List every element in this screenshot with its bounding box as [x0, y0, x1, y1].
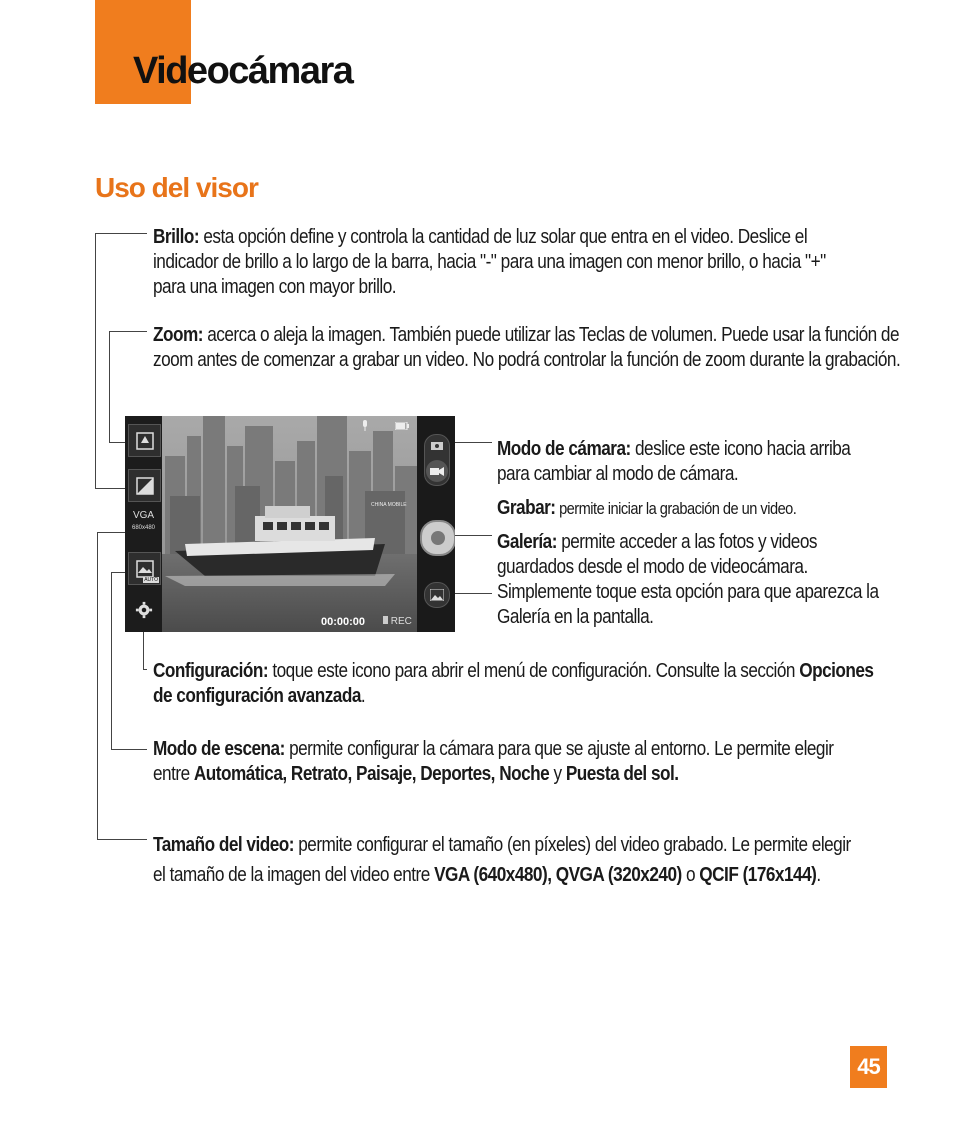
callout-line	[95, 233, 96, 489]
callout-line	[109, 331, 147, 332]
configuracion-label: Configuración:	[153, 660, 269, 682]
page-title: Videocámara	[133, 50, 353, 92]
recording-timer: 00:00:00	[321, 616, 366, 628]
galeria-description	[497, 530, 884, 630]
escena-description	[153, 737, 867, 787]
viewfinder-left-toolbar	[125, 416, 162, 632]
callout-line	[143, 669, 147, 670]
zoom-text: acerca o aleja la imagen. También puede utilizar las Teclas de volumen. Puede usar la función de zoom antes de comenzar a grabar un video. No podrá controlar la función de zoom durante la grabación.	[153, 324, 901, 371]
brightness-button[interactable]	[128, 469, 161, 502]
rec-label: REC	[390, 616, 412, 627]
escena-options: Automática, Retrato, Paisaje, Deportes, Noche	[193, 763, 550, 785]
galeria-text: permite acceder a las fotos y videos guardados desde el modo de videocámara. Simplemente toque esta opción para que aparezca la Galería en la pantalla.	[497, 531, 879, 628]
gallery-icon	[430, 589, 444, 601]
section-title: Uso del visor	[95, 172, 258, 203]
mode-switch-knob[interactable]	[426, 460, 448, 482]
landscape-icon	[135, 559, 155, 579]
callout-line	[97, 532, 98, 840]
video-size-resolution: 680x480	[131, 525, 156, 531]
page-number: 45	[850, 1046, 887, 1088]
tamano-end: .	[816, 864, 821, 886]
callout-line	[455, 535, 492, 536]
viewfinder-scene	[125, 416, 455, 632]
grabar-label: Grabar:	[497, 497, 556, 519]
callout-line	[455, 442, 492, 443]
configuracion-link: Opciones de configuración avanzada	[153, 660, 874, 707]
record-button-center	[431, 531, 445, 545]
callout-line	[111, 749, 147, 750]
modo-camara-text: deslice este icono hacia arriba para cambiar al modo de cámara.	[497, 438, 851, 485]
escena-last: Puesta del sol.	[565, 763, 679, 785]
brillo-label: Brillo:	[153, 226, 200, 248]
configuracion-text: toque este icono para abrir el menú de configuración. Consulte la sección	[268, 660, 800, 682]
auto-badge: AUTO	[144, 577, 158, 583]
callout-line	[455, 593, 492, 594]
mode-switch[interactable]	[424, 434, 450, 486]
modo-camara-description	[497, 437, 875, 487]
camera-mode-icon	[431, 440, 443, 450]
callout-line	[97, 532, 125, 533]
brillo-description	[153, 225, 858, 300]
tamano-or: o	[681, 864, 700, 886]
tamano-label: Tamaño del video:	[153, 834, 294, 856]
battery-icon	[395, 422, 409, 430]
brightness-icon	[135, 476, 155, 496]
escena-and: y	[549, 763, 566, 785]
callout-line	[95, 233, 147, 234]
callout-line	[109, 331, 110, 443]
gear-icon	[135, 601, 153, 619]
zoom-button[interactable]	[128, 424, 161, 457]
mic-icon	[361, 420, 369, 432]
callout-line	[111, 572, 125, 573]
callout-line	[143, 632, 144, 670]
gallery-button[interactable]	[424, 582, 450, 608]
callout-line	[95, 488, 125, 489]
tamano-text: permite configurar el tamaño (en píxeles) del video grabado. Le permite elegir el tamaño de la imagen del video entre	[153, 834, 851, 886]
rec-dot-icon	[383, 616, 388, 624]
status-icons	[359, 420, 415, 432]
callout-line	[111, 572, 112, 750]
escena-text: permite configurar la cámara para que se ajuste al entorno. Le permite elegir entre	[153, 738, 834, 785]
video-size-label: VGA	[132, 510, 155, 521]
viewfinder-screenshot	[125, 416, 455, 632]
zoom-label: Zoom:	[153, 324, 203, 346]
viewfinder-right-toolbar	[417, 416, 455, 632]
grabar-description	[497, 496, 901, 521]
scene-mode-button[interactable]	[128, 552, 161, 585]
modo-camara-label: Modo de cámara:	[497, 438, 631, 460]
video-camera-icon	[430, 466, 444, 476]
rec-indicator	[383, 616, 412, 627]
tamano-description	[153, 830, 858, 890]
record-button[interactable]	[420, 520, 455, 556]
zoom-icon	[135, 431, 155, 451]
settings-button[interactable]	[128, 594, 159, 625]
configuracion-description	[153, 659, 893, 709]
configuracion-end: .	[360, 685, 366, 707]
galeria-label: Galería:	[497, 531, 557, 553]
tamano-opts2: QCIF (176x144)	[699, 864, 817, 886]
grabar-text: permite iniciar la grabación de un video.	[555, 499, 797, 518]
tamano-opts1: VGA (640x480), QVGA (320x240)	[434, 864, 682, 886]
video-size-button[interactable]	[125, 510, 162, 544]
zoom-description	[153, 323, 901, 373]
callout-line	[97, 839, 147, 840]
brillo-text: esta opción define y controla la cantidad de luz solar que entra en el video. Deslice el indicador de brillo a lo largo de la barra, hacia "-" para una imagen con menor brillo, o hacia "+" para una imagen con mayor brillo.	[153, 226, 826, 298]
callout-line	[109, 442, 125, 443]
building-sign: CHINA MOBILE	[371, 502, 407, 508]
escena-label: Modo de escena:	[153, 738, 285, 760]
